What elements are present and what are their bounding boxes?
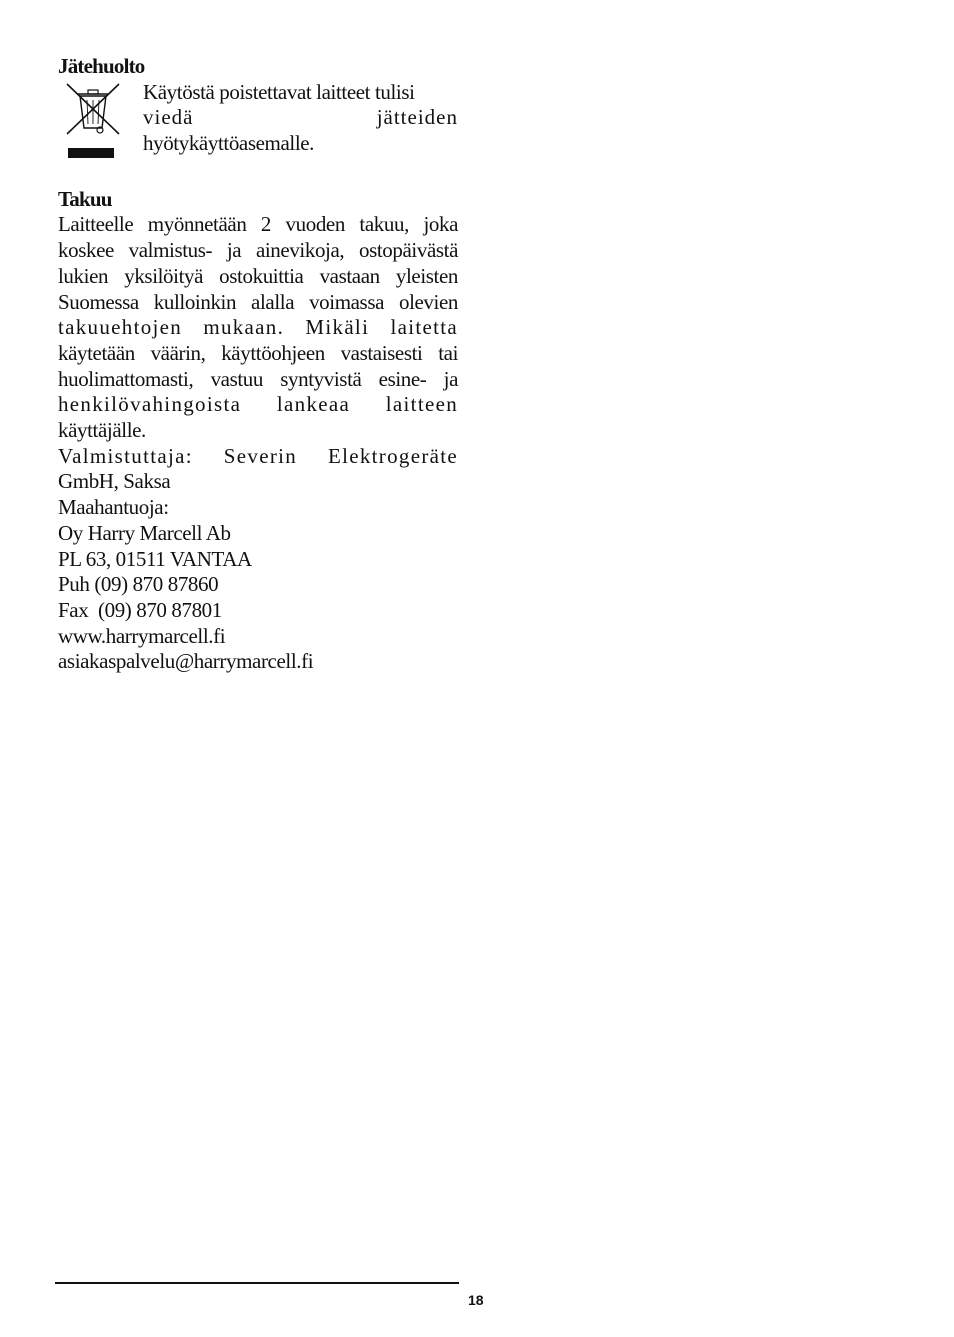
- manufacturer-line: Valmistuttaja: Severin Elektrogeräte: [58, 443, 458, 468]
- warranty-heading: Takuu: [58, 186, 112, 211]
- importer-email-link[interactable]: asiakaspalvelu@harrymarcell.fi: [58, 649, 314, 674]
- crossed-out-wheelie-bin-icon: [64, 82, 122, 160]
- footer-divider: [55, 1282, 459, 1284]
- document-column: [58, 54, 458, 675]
- warranty-line: käyttäjälle.: [58, 418, 146, 443]
- waste-heading: Jätehuolto: [58, 54, 145, 78]
- waste-text-line: viedä jätteiden: [143, 105, 458, 130]
- warranty-line: takuuehtojen mukaan. Mikäli laitetta: [58, 315, 458, 340]
- warranty-line: koskee valmistus- ja ainevikoja, ostopäivästä: [58, 238, 458, 263]
- importer-website-link[interactable]: www.harrymarcell.fi: [58, 623, 226, 648]
- warranty-paragraph: [58, 212, 458, 443]
- warranty-line: huolimattomasti, vastuu syntyvistä esine- ja: [58, 366, 458, 391]
- page-number: 18: [468, 1292, 484, 1308]
- importer-label: Maahantuoja:: [58, 495, 169, 520]
- importer-address: PL 63, 01511 VANTAA: [58, 546, 252, 571]
- manufacturer-line: GmbH, Saksa: [58, 469, 171, 494]
- waste-text-line: hyötykäyttöasemalle.: [143, 131, 315, 156]
- importer-company: Oy Harry Marcell Ab: [58, 520, 231, 545]
- importer-info: [58, 495, 458, 675]
- warranty-line: lukien yksilöityä ostokuittia vastaan yleisten: [58, 263, 458, 288]
- warranty-line: Suomessa kulloinkin alalla voimassa olevien: [58, 289, 458, 314]
- manufacturer-info: [58, 444, 458, 495]
- warranty-line: Laitteelle myönnetään 2 vuoden takuu, joka: [58, 212, 458, 237]
- warranty-line: henkilövahingoista lankeaa laitteen: [58, 392, 458, 417]
- importer-fax: Fax (09) 870 87801: [58, 597, 222, 622]
- importer-phone: Puh (09) 870 87860: [58, 572, 219, 597]
- waste-disposal-block: [58, 80, 458, 160]
- warranty-line: käytetään väärin, käyttöohjeen vastaisesti tai: [58, 340, 458, 365]
- waste-text-line: Käytöstä poistettavat laitteet tulisi: [143, 79, 415, 104]
- waste-disposal-text: [143, 80, 458, 157]
